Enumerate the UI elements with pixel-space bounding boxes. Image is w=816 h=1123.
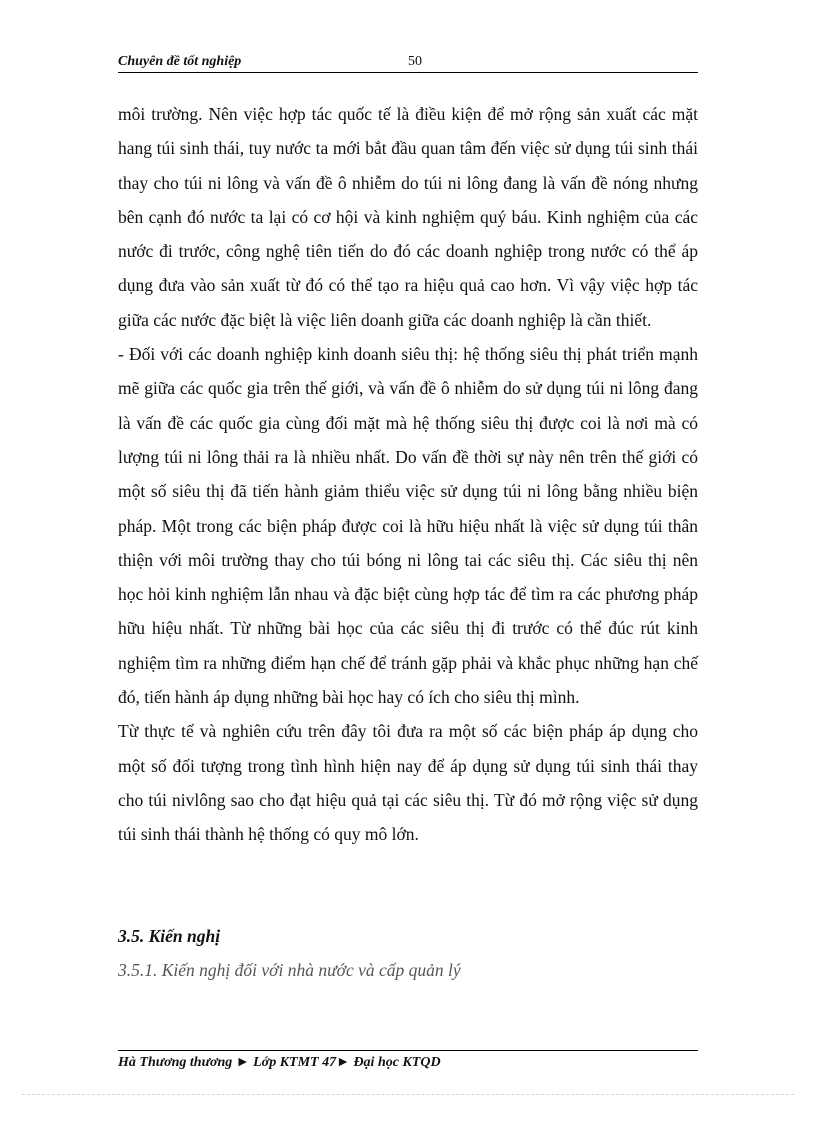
page-header xyxy=(118,52,698,73)
subsection-heading: 3.5.1. Kiến nghị đối với nhà nước và cấp quản lý xyxy=(118,960,461,980)
footer-text: Hà Thương thương ► Lớp KTMT 47► Đại học KTQD xyxy=(118,1055,441,1070)
section-heading: 3.5. Kiến nghị xyxy=(118,926,221,946)
paragraph-2: - Đối với các doanh nghiệp kinh doanh siêu thị: hệ thống siêu thị phát triển mạnh mẽ giữa các quốc gia trên thế giới, và vấn đề ô nhiễm do sử dụng túi ni lông đang là vấn đề các quốc gia cùng đối mặt mà hệ thống siêu thị được coi là nơi mà có lượng túi ni lông thải ra là nhiều nhất. Do vấn đề thời sự này nên trên thế giới có một số siêu thị đã tiến hành giảm thiểu việc sử dụng túi ni lông bằng nhiều biện pháp. Một trong các biện pháp được coi là hữu hiệu nhất là việc sử dụng túi thân thiện với môi trường thay cho túi bóng ni lông tai các siêu thị. Các siêu thị nên học hỏi kinh nghiệm lẫn nhau và đặc biệt cùng hợp tác để tìm ra các phương pháp hữu hiệu nhất. Từ những bài học của các siêu thị đi trước có thể đúc rút kinh nghiệm tìm ra những điểm hạn chế để tránh gặp phải và khắc phục những hạn chế đó, tiến hành áp dụng những bài học hay có ích cho siêu thị mình. xyxy=(118,344,698,708)
page-footer xyxy=(118,1050,698,1071)
header-title: Chuyên đề tốt nghiệp xyxy=(118,54,242,69)
page-edge-divider xyxy=(22,1094,794,1095)
page-number: 50 xyxy=(408,54,422,69)
paragraph-1: môi trường. Nên việc hợp tác quốc tế là điều kiện để mở rộng sản xuất các mặt hang túi sinh thái, tuy nước ta mới bắt đầu quan tâm đến việc sử dụng túi sinh thái thay cho túi ni lông và vấn đề ô nhiễm do túi ni lông đang là vấn đề nóng nhưng bên cạnh đó nước ta lại có cơ hội và kinh nghiệm quý báu. Kinh nghiệm của các nước đi trước, công nghệ tiên tiến do đó các doanh nghiệp trong nước có thể áp dụng đưa vào sản xuất từ đó có thể tạo ra hiệu quả cao hơn. Vì vậy việc hợp tác giữa các nước đặc biệt là việc liên doanh giữa các doanh nghiệp là cần thiết. xyxy=(118,104,698,330)
body-text xyxy=(118,97,698,852)
paragraph-3: Từ thực tế và nghiên cứu trên đây tôi đưa ra một số các biện pháp áp dụng cho một số đối tượng trong tình hình hiện nay để áp dụng sử dụng túi sinh thái thay cho túi nivlông sao cho đạt hiệu quả tại các siêu thị. Từ đó mở rộng việc sử dụng túi sinh thái thành hệ thống có quy mô lớn. xyxy=(118,721,698,845)
